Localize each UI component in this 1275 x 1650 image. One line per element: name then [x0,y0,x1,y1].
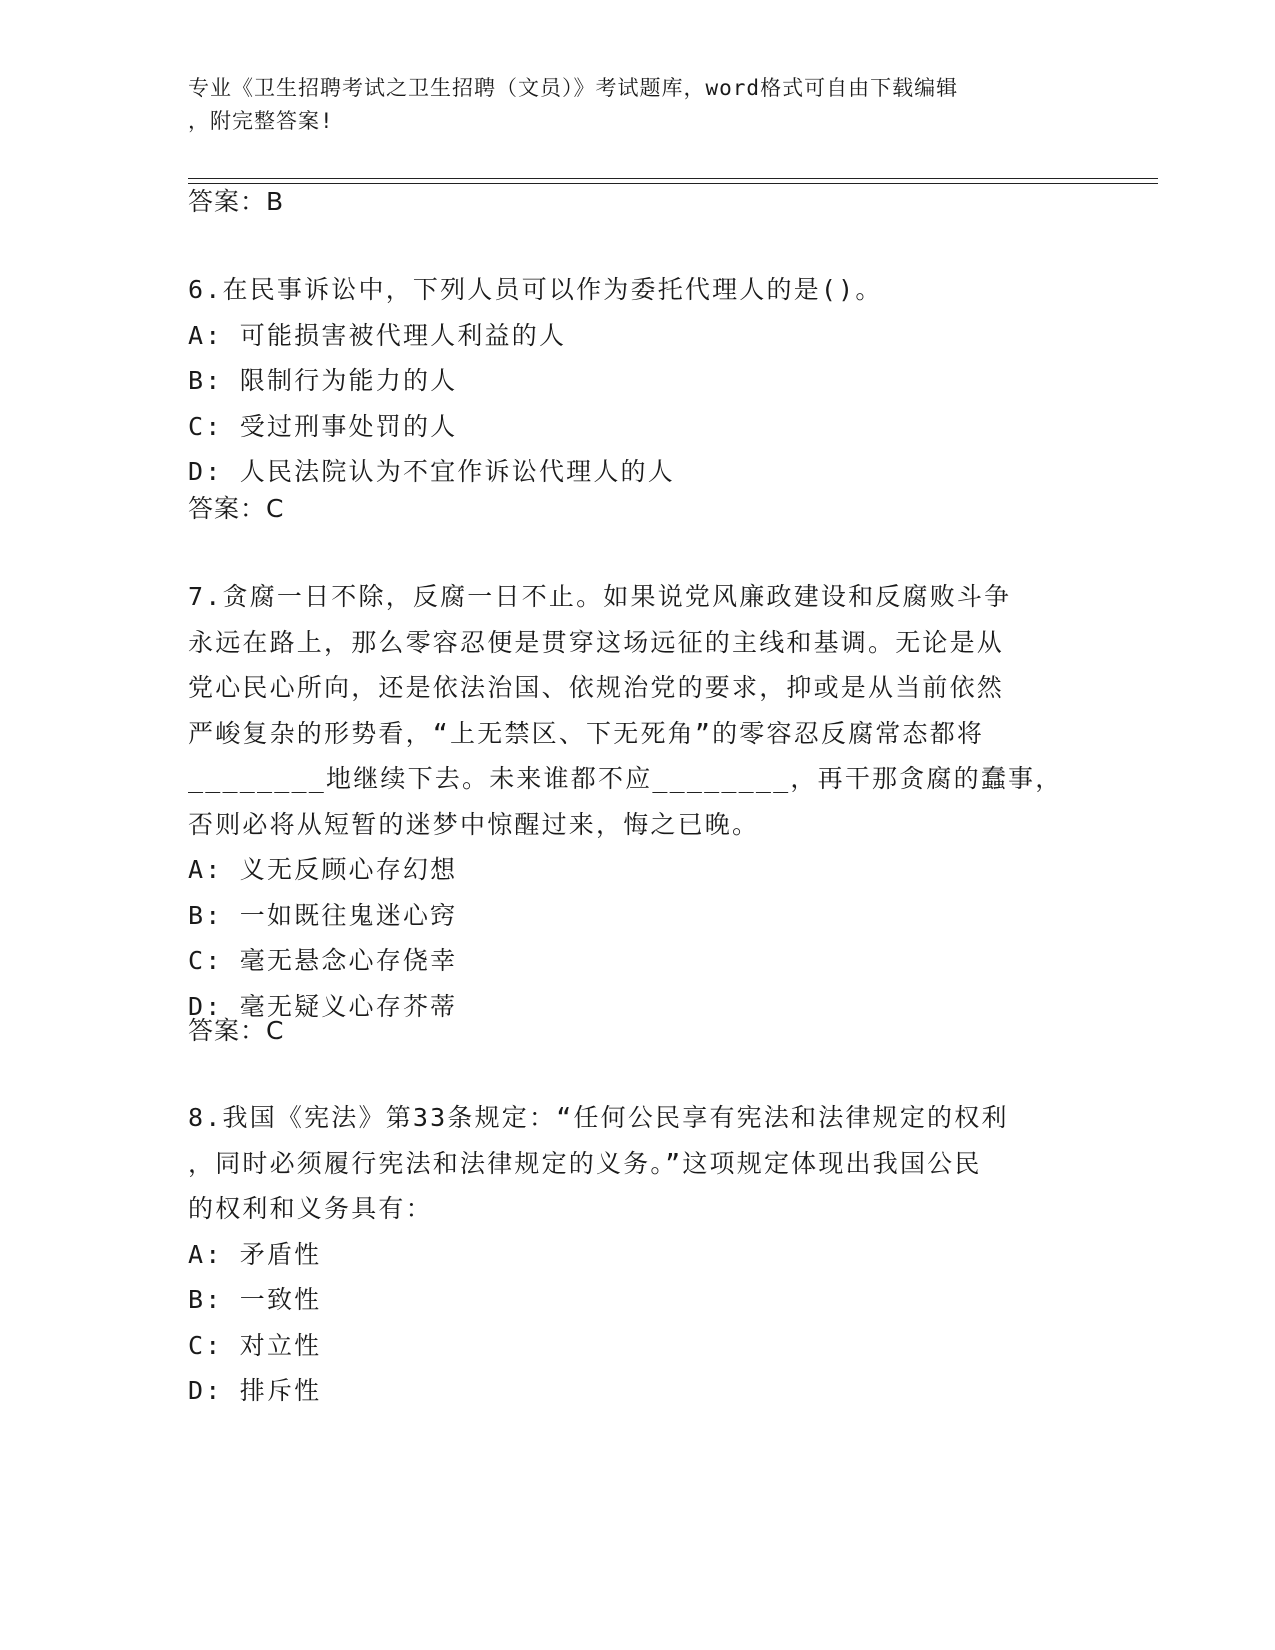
document-header [188,72,1088,138]
question-7-stem-line-1: 7.贪腐一日不除，反腐一日不止。如果说党风廉政建设和反腐败斗争 [188,582,1012,611]
question-8-option-a: A: 矛盾性 [188,1239,322,1269]
question-7-option-c: C: 毫无悬念心存侥幸 [188,946,458,975]
answer-q7: 答案：C [188,1016,285,1045]
question-8-stem-line-3: 的权利和义务具有： [188,1194,433,1223]
answer-q5: 答案：B [188,187,285,216]
question-6-option-d: D: 人民法院认为不宜作诉讼代理人的人 [188,457,675,486]
question-7-option-d: D: 毫无疑义心存芥蒂 [188,991,458,1021]
question-7-option-a: A: 义无反顾心存幻想 [188,855,458,884]
question-7-stem-line-2: 永远在路上，那么零容忍便是贯穿这场远征的主线和基调。无论是从 [188,627,1005,657]
question-6-stem: 6.在民事诉讼中，下列人员可以作为委托代理人的是()。 [188,275,883,304]
question-8-option-d: D: 排斥性 [188,1376,322,1405]
question-8-option-b: B: 一致性 [188,1285,322,1314]
question-8 [188,1095,1088,1414]
question-6 [188,267,1088,495]
question-8-stem-line-1: 8.我国《宪法》第33条规定：“任何公民享有宪法和法律规定的权利 [188,1103,1009,1132]
question-7-option-b: B: 一如既往鬼迷心窍 [188,900,458,930]
question-7-stem-line-3: 党心民心所向，还是依法治国、依规治党的要求，抑或是从当前依然 [188,673,1005,702]
question-7-stem-line-6: 否则必将从短暂的迷梦中惊醒过来，悔之已晚。 [188,809,760,839]
header-line-1: 专业《卫生招聘考试之卫生招聘（文员）》考试题库，word格式可自由下载编辑 [188,76,959,100]
question-7-stem-line-5: ________地继续下去。未来谁都不应________，再干那贪腐的蠢事， [188,764,1063,793]
header-line-2: ，附完整答案! [188,109,334,133]
question-8-option-c: C: 对立性 [188,1330,322,1360]
question-6-option-c: C: 受过刑事处罚的人 [188,411,458,441]
question-7 [188,574,1088,1029]
question-8-stem-line-2: ，同时必须履行宪法和法律规定的义务。”这项规定体现出我国公民 [188,1148,982,1178]
question-7-stem-line-4: 严峻复杂的形势看，“上无禁区、下无死角”的零容忍反腐常态都将 [188,718,985,748]
question-6-option-b: B: 限制行为能力的人 [188,366,458,395]
question-6-option-a: A: 可能损害被代理人利益的人 [188,320,567,350]
answer-q6: 答案：C [188,494,285,523]
